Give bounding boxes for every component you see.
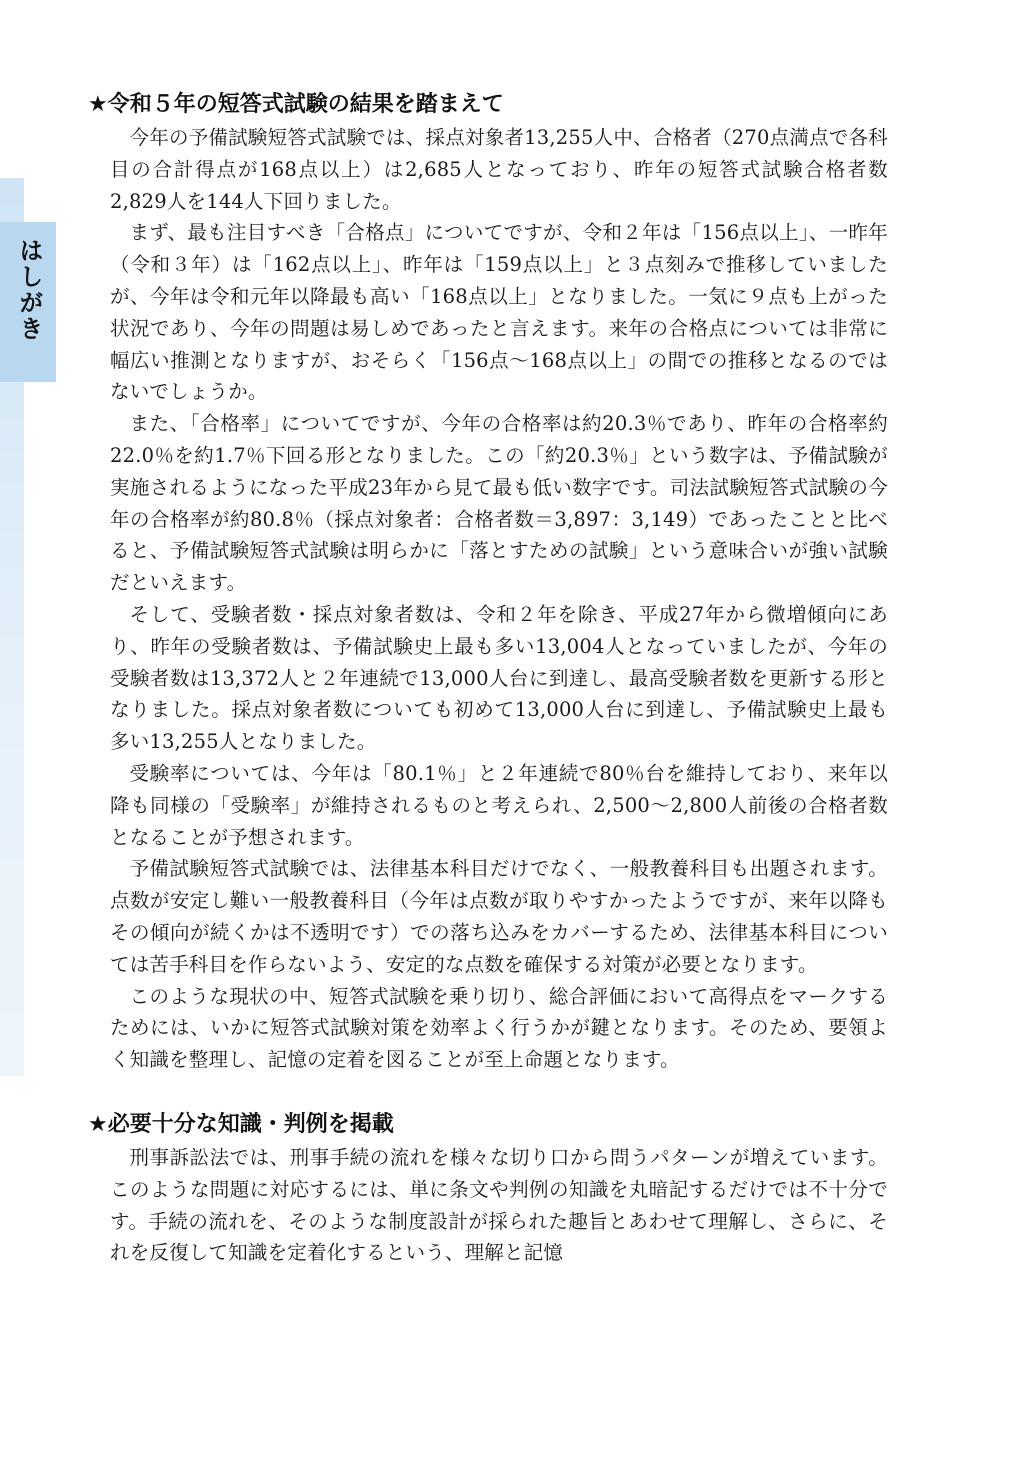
paragraph: 予備試験短答式試験では、法律基本科目だけでなく、一般教養科目も出題されます。点数が安定し難い一般教養科目（今年は点数が取りやすかったようですが、来年以降もその傾向が続くかは不透明です）での落ち込みをカバーするため、法律基本科目については苦手科目を作らないよう、安定的な点数を確保する対策が必要となります。 xyxy=(110,857,888,976)
paragraph: また、「合格率」についてですが、今年の合格率は約20.3％であり、昨年の合格率約22.0％を約1.7％下回る形となりました。この「約20.3％」という数字は、予備試験が実施されるようになった平成23年から見て最も低い数字です。司法試験短答式試験の今年の合格率が約80.8％（採点対象者：合格者数＝3,897：3,149）であったことと比べると、予備試験短答式試験は明らかに「落とすための試験」という意味合いが強い試験だといえます。 xyxy=(110,412,888,595)
paragraph: 刑事訴訟法では、刑事手続の流れを様々な切り口から問うパターンが増えています。このような問題に対応するには、単に条文や判例の知識を丸暗記するだけでは不十分です。手続の流れを、そのような制度設計が採られた趣旨とあわせて理解し、さらに、それを反復して知識を定着化するという、理解と記憶 xyxy=(110,1145,888,1265)
section-heading-knowledge: ★必要十分な知識・判例を掲載 xyxy=(88,1111,394,1137)
paragraph: 受験率については、今年は「80.1％」と２年連続で80％台を維持しており、来年以降も同様の「受験率」が維持されるものと考えられ、2,500〜2,800人前後の合格者数となることが予想されます。 xyxy=(110,761,888,849)
paragraph: そして、受験者数・採点対象者数は、令和２年を除き、平成27年から微増傾向にあり、昨年の受験者数は、予備試験史上最も多い13,004人となっていましたが、今年の受験者数は13,372人と２年連続で13,000人台に到達し、最高受験者数を更新する形となりました。採点対象者数についても初めて13,000人台に到達し、予備試験史上最も多い13,255人となりました。 xyxy=(110,602,888,754)
side-tab-label: はしがき xyxy=(15,238,43,342)
paragraph: 今年の予備試験短答式試験では、採点対象者13,255人中、合格者（270点満点で各科目の合計得点が168点以上）は2,685人となっており、昨年の短答式試験合格者数2,829人を144人下回りました。 xyxy=(110,126,888,213)
paragraph: まず、最も注目すべき「合格点」についてですが、令和２年は「156点以上」、一昨年（令和３年）は「162点以上」、昨年は「159点以上」と３点刻みで推移していましたが、今年は令和元年以降最も高い「168点以上」となりました。一気に９点も上がった状況であり、今年の問題は易しめであったと言えます。来年の合格点については非常に幅広い推測となりますが、おそらく「156点〜168点以上」の間での推移となるのではないでしょうか。 xyxy=(110,221,888,404)
page-content xyxy=(80,88,888,1269)
paragraph: このような現状の中、短答式試験を乗り切り、総合評価において高得点をマークするためには、いかに短答式試験対策を効率よく行うかが鍵となります。そのため、要領よく知識を整理し、記憶の定着を図ることが至上命題となります。 xyxy=(110,984,888,1072)
section-heading-results: ★令和５年の短答式試験の結果を踏まえて xyxy=(88,92,504,117)
